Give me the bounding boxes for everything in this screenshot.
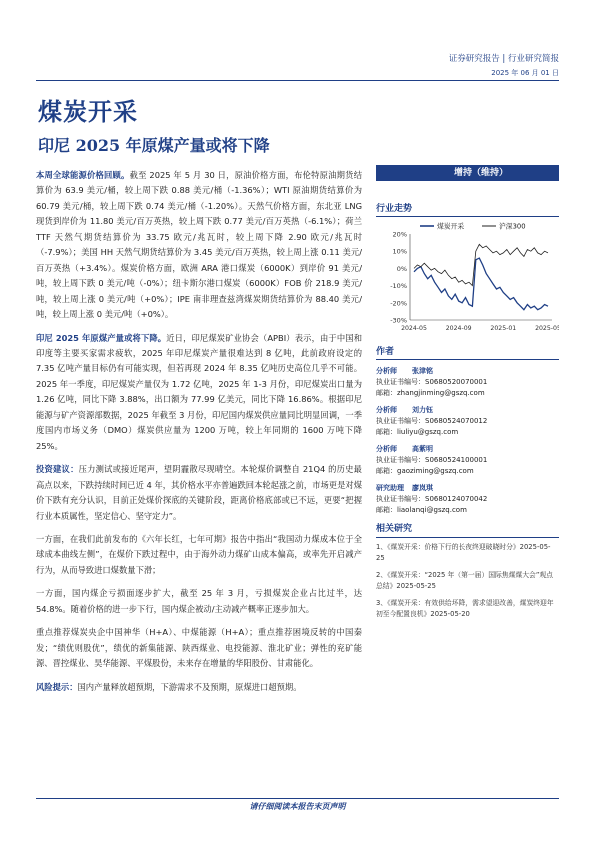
authors-section: [376, 344, 559, 516]
paragraph-lead: 本周全球能源价格回顾。: [36, 170, 130, 180]
sidebar: [376, 165, 559, 217]
author-name: 廖岚琪: [412, 484, 433, 492]
author-cert: 执业证书编号：S0680124070042: [376, 495, 488, 503]
trend-heading: 行业走势: [376, 201, 559, 217]
y-tick-label: 20%: [392, 230, 407, 239]
author-email[interactable]: 邮箱：liuliyu@gszq.com: [376, 428, 459, 436]
paragraph-cost-curve: 一方面，在我们此前发布的《六年长红，七年可期》报告中指出“我国动力煤成本位于全球成本曲线左侧”，在煤价下跌过程中，由于海外动力煤矿山成本偏高，或率先开启减产行为，从而导致进口煤数量下滑；: [36, 533, 362, 575]
author-role: 研究助理: [376, 484, 404, 492]
related-heading: 相关研究: [376, 524, 559, 538]
x-tick-label: 2024-09: [445, 325, 472, 332]
author-role: 分析师: [376, 406, 397, 414]
sector-name: 煤炭开采: [38, 98, 138, 126]
legend-label: 沪深300: [499, 222, 526, 231]
main-body: [36, 168, 362, 703]
author-cert: 执业证书编号：S0680524100001: [376, 456, 488, 464]
paragraph-losses: 一方面，国内煤企亏损面逐步扩大，截至 25 年 3 月，亏损煤炭企业占比过半，达 54.8%。随着价格的进一步下行，国内煤企被动/主动减产概率正逐步加大。: [36, 588, 362, 614]
authors-heading: 作者: [376, 344, 559, 360]
paragraph-price-review: 本周全球能源价格回顾。截至 2025 年 5 月 30 日，原油价格方面，布伦特原油期货结算价为 63.9 美元/桶，较上周下跌 0.88 美元/桶（-1.36%）；WTI 原油期货结算价为 60.79 美元/桶，较上周下跌 0.74 美元/桶（-1.20%）。天然气价格方面，东北亚 LNG 现货到岸价为 11.80 美元/百万英热，较上周下跌 0.77 美元/百万英热（-6.1%）；荷兰 TTF 天然气期货结算价为 33.75 欧元/兆瓦时，较上周下降 2.90 欧元/兆瓦时（-7.9%）；美国 HH 天然气期货结算价为 3.45 美元/百万英热，较上周上涨 0.11 美元/百万英热（+3.4%）。煤炭价格方面，欧洲 ARA 港口煤炭（6000K）到岸价 91 美元/吨，较上周下跌 0 美元/吨（-0%）；纽卡斯尔港口煤炭（6000K）FOB 价 218.9 美元/吨，较上周上涨 0 美元/吨（+0%）；IPE 南非理查兹湾煤炭期货结算价为 88.40 美元/吨，较上周上涨 0 美元/吨（+0%）。: [36, 170, 362, 320]
related-item[interactable]: 1、《煤炭开采：价格下行的长夜终迎破晓时分》2025-05-25: [376, 543, 551, 562]
legend-label: 煤炭开采: [437, 222, 465, 231]
author-role: 分析师: [376, 367, 397, 375]
x-tick-label: 2025-01: [490, 325, 517, 332]
related-item[interactable]: 2、《煤炭开采：“2025 年（第一届）国际焦煤煤大会”观点总结》2025-05-25: [376, 571, 553, 590]
author-name: 高紫明: [412, 445, 433, 453]
related-research: [376, 524, 559, 626]
author-email[interactable]: 邮箱：liaolanqi@gszq.com: [376, 506, 467, 514]
x-tick-label: 2025-05: [535, 325, 559, 332]
series-line-coal: [414, 258, 548, 310]
footer-disclaimer: 请仔细阅读本报告末页声明: [249, 802, 346, 811]
author-block: [376, 366, 559, 399]
paragraph-lead: 风险提示：: [36, 681, 78, 692]
header-divider: [36, 80, 559, 81]
author-email[interactable]: 邮箱：gaoziming@gszq.com: [376, 467, 474, 475]
trend-chart-svg: [376, 220, 559, 338]
y-tick-label: -30%: [390, 316, 407, 325]
author-cert: 执业证书编号：S0680524070012: [376, 417, 488, 425]
trend-chart: [376, 220, 559, 338]
author-block: [376, 483, 559, 516]
author-block: [376, 405, 559, 438]
author-name: 张津铭: [412, 367, 433, 375]
report-date: 2025 年 06 月 01 日: [491, 69, 559, 77]
paragraph-recommendations: 重点推荐煤炭央企中国神华（H+A）、中煤能源（H+A）；重点推荐困境反转的中国秦发；“绩优则股优”，绩优的新集能源、陕西煤业、电投能源、淮北矿业；弹性的兖矿能源、晋控煤业、昊华能源、平煤股份，未来存在增量的华阳股份、甘肃能化。: [36, 627, 362, 669]
paragraph-lead: 印尼 2025 年原煤产量或将下降。: [36, 332, 167, 343]
paragraph-lead: 投资建议：: [36, 464, 79, 475]
author-email[interactable]: 邮箱：zhangjinming@gszq.com: [376, 389, 485, 397]
report-type: 证券研究报告 | 行业研究简报: [448, 54, 559, 64]
related-list: [376, 542, 559, 620]
y-tick-label: -10%: [390, 282, 407, 291]
paragraph-indonesia: 印尼 2025 年原煤产量或将下降。近日，印尼煤炭矿业协会（APBI）表示，由于中国和印度等主要买家需求疲软，2025 年印尼煤炭产量很难达到 8 亿吨，此前政府设定的 7.35 亿吨产量目标仍有可能实现，但若再现 2024 年 8.35 亿吨历史高位几乎不可能。2025 年一季度，印尼煤炭产量仅为 1.72 亿吨，2025 年 1-3 月份，印尼煤炭出口量为 1.26 亿吨，同比下降 3.88%，出口额为 77.99 亿美元，同比下降 16.86%。根据印尼能源与矿产资源部数据，2025 年截至 3 月份，印尼国内煤炭供应量同比明显回调，一季度国内市场义务（DMO）煤炭供应量为 1200 万吨，较上年同期的 1600 万吨下降 25%。: [36, 332, 362, 451]
y-tick-label: 0%: [396, 264, 407, 273]
series-line-csi300: [414, 244, 548, 285]
x-tick-label: 2024-05: [401, 325, 427, 332]
author-name: 刘力钰: [412, 406, 433, 414]
y-tick-label: 10%: [392, 247, 407, 256]
y-tick-label: -20%: [390, 299, 407, 308]
paragraph-investment: 投资建议：压力测试或接近尾声，望阴霾散尽现晴空。本轮煤价调整自 21Q4 的历史最高点以来，下跌持续时间已近 4 年，其价格水平亦普遍跌回本轮起涨之前，市场更是对煤价下跌有充分认识，目前正处煤价探底的关键阶段，距离价格底部或已不远，更要“把握行业本质属性，坚定信心、坚守定力”。: [36, 464, 362, 521]
paragraph-risk: 风险提示：国内产量释放超预期，下游需求不及预期，原煤进口超预期。: [36, 681, 302, 692]
author-block: [376, 444, 559, 477]
related-item[interactable]: 3、《煤炭开采：有效供给坏降，需求望迎改善，煤炭终迎年初至今配置良机》2025-05-20: [376, 599, 554, 618]
footer-divider: [36, 798, 559, 799]
author-role: 分析师: [376, 445, 397, 453]
report-title: 印尼 2025 年原煤产量或将下降: [38, 136, 270, 155]
rating-badge: 增持（维持）: [376, 165, 559, 181]
author-cert: 执业证书编号：S0680520070001: [376, 378, 488, 386]
